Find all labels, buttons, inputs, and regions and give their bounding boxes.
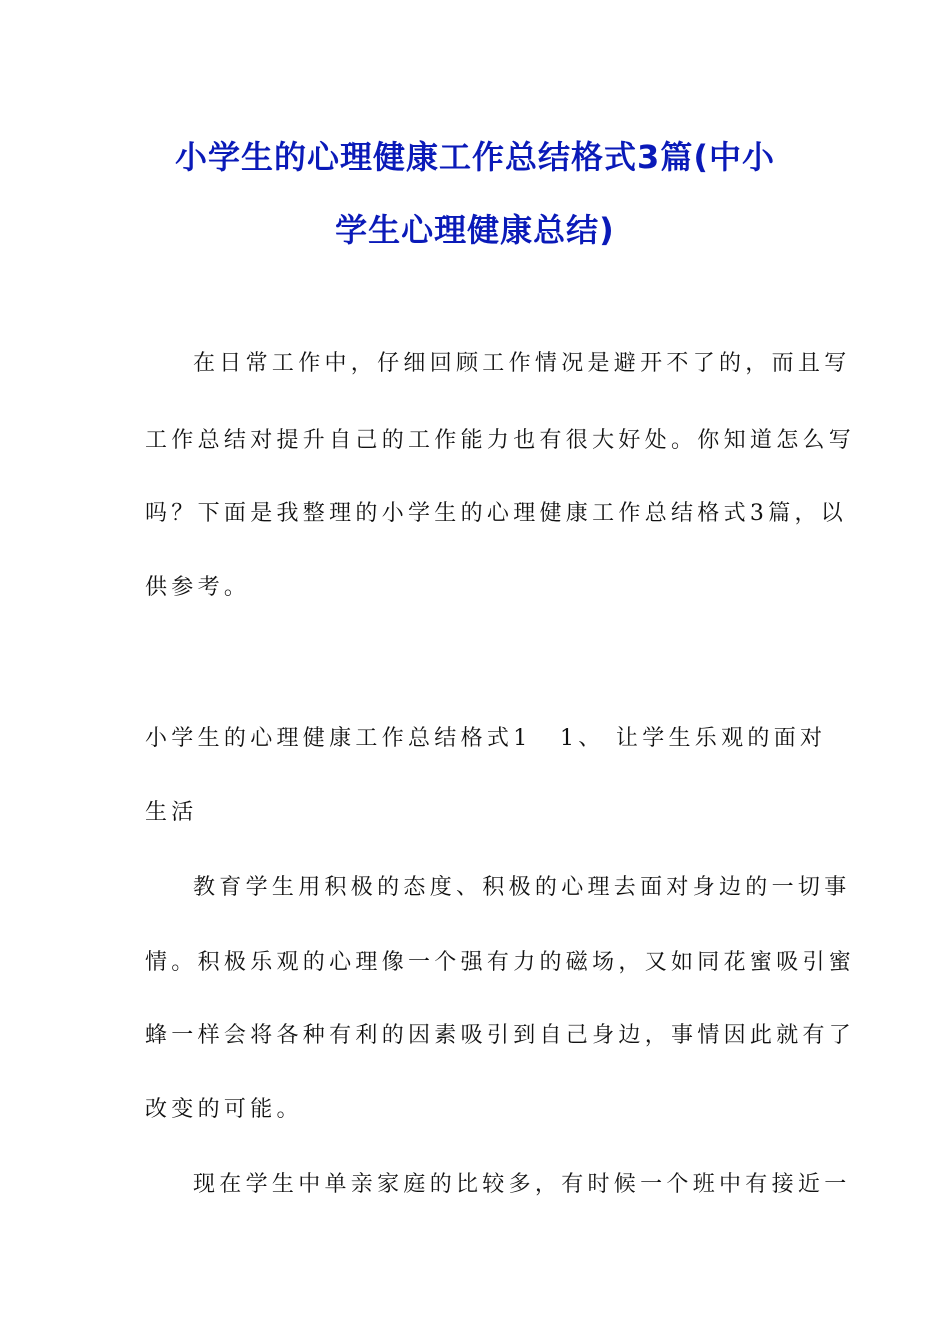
para1-line-4: 改变的可能。 (145, 1097, 303, 1122)
section-point-1-cont: 生活 (145, 800, 198, 825)
para1-line-1: 教育学生用积极的态度、积极的心理去面对身边的一切事 (193, 875, 851, 900)
intro-line-3: 吗？下面是我整理的小学生的心理健康工作总结格式3篇，以 (145, 501, 848, 526)
intro-line-4: 供参考。 (145, 575, 251, 600)
intro-line-2: 工作总结对提升自己的工作能力也有很大好处。你知道怎么写 (145, 428, 856, 453)
document-title-line-1: 小学生的心理健康工作总结格式3篇(中小 (175, 138, 775, 176)
section-point-1: 1、 让学生乐观的面对 (560, 726, 827, 751)
para1-line-3: 蜂一样会将各种有利的因素吸引到自己身边，事情因此就有了 (145, 1023, 856, 1048)
para1-line-2: 情。积极乐观的心理像一个强有力的磁场，又如同花蜜吸引蜜 (145, 950, 856, 975)
section-heading (145, 721, 827, 752)
para2-line-1: 现在学生中单亲家庭的比较多，有时候一个班中有接近一 (193, 1172, 851, 1197)
section-heading-title: 小学生的心理健康工作总结格式1 (145, 726, 532, 751)
intro-line-1: 在日常工作中，仔细回顾工作情况是避开不了的，而且写 (193, 351, 851, 376)
document-title-line-2: 学生心理健康总结) (335, 211, 615, 249)
